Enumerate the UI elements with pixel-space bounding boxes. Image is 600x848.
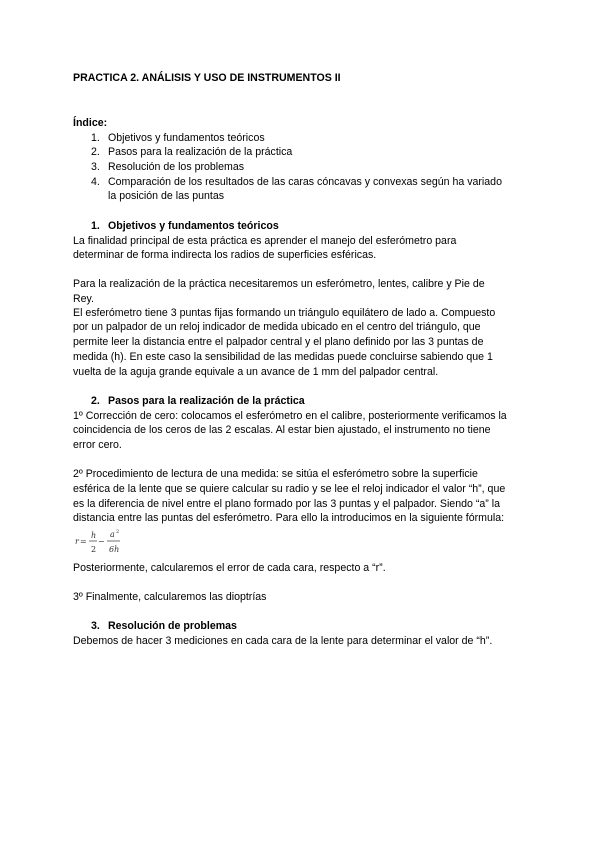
section-2-paragraph-line: Posteriormente, calcularemos el error de cada cara, respecto a “r”. bbox=[73, 562, 386, 574]
section-1-paragraph-line: Para la realización de la práctica necesitaremos un esferómetro, lentes, calibre y Pie de bbox=[73, 278, 485, 290]
formula-r: r bbox=[75, 537, 79, 546]
formula-a-squared: 2 bbox=[116, 529, 120, 535]
section-2-number: 2. bbox=[91, 395, 100, 407]
index-item-number: 1. bbox=[91, 132, 100, 144]
section-1-paragraph-line: medida (h). En este caso la sensibilidad de las medidas puede concluirse sabiendo que 1 bbox=[73, 351, 493, 363]
section-2-paragraph-line: distancia entre las puntas del esferómetro. Para ello la introducimos en la siguiente fórmula: bbox=[73, 512, 505, 524]
index-item-label-continued: la posición de las puntas bbox=[108, 190, 225, 202]
index-item-number: 2. bbox=[91, 146, 100, 158]
index-item-label: Comparación de los resultados de las caras cóncavas y convexas según ha variado bbox=[108, 176, 502, 188]
section-1-paragraph-line: vuelta de la aguja grande equivale a un avance de 1 mm del palpador central. bbox=[73, 366, 439, 378]
index-item-number: 4. bbox=[91, 176, 100, 188]
document-title: PRACTICA 2. ANÁLISIS Y USO DE INSTRUMENTOS II bbox=[73, 72, 341, 84]
formula-six-h: 6h bbox=[109, 545, 120, 554]
section-1-paragraph-line: El esferómetro tiene 3 puntas fijas formando un triángulo equilátero de lado a. Compuesto bbox=[73, 307, 496, 319]
section-1-number: 1. bbox=[91, 220, 100, 232]
section-1-paragraph-line: Rey. bbox=[73, 293, 94, 305]
section-1-paragraph-line: determinar de forma indirecta los radios de superficies esféricas. bbox=[73, 249, 377, 261]
formula-h: h bbox=[91, 531, 97, 540]
section-2-heading: Pasos para la realización de la práctica bbox=[108, 395, 305, 407]
section-2-paragraph-line: coincidencia de los ceros de las 2 escalas. Al estar bien ajustado, el instrumento no tiene bbox=[73, 424, 491, 436]
formula-two: 2 bbox=[91, 545, 97, 554]
section-2-paragraph-line: 2º Procedimiento de lectura de una medida: se sitúa el esferómetro sobre la superficie bbox=[73, 468, 478, 480]
section-2-paragraph-line: error cero. bbox=[73, 439, 122, 451]
section-1-paragraph-line: permite leer la distancia entre el palpador central y el plano definido por las 3 puntas de bbox=[73, 336, 484, 348]
formula-equals: = bbox=[80, 537, 87, 546]
section-1-paragraph-line: La finalidad principal de esta práctica es aprender el manejo del esferómetro para bbox=[73, 235, 457, 247]
section-3-paragraph-line: Debemos de hacer 3 mediciones en cada cara de la lente para determinar el valor de “h”. bbox=[73, 635, 493, 647]
formula-minus: − bbox=[98, 537, 105, 546]
section-1-paragraph-line: por un palpador de un reloj indicador de medida ubicado en el centro del triángulo, que bbox=[73, 321, 481, 333]
index-heading: Índice: bbox=[73, 117, 108, 129]
section-3-number: 3. bbox=[91, 620, 100, 632]
section-3-heading: Resolución de problemas bbox=[108, 620, 237, 632]
index-item-label: Objetivos y fundamentos teóricos bbox=[108, 132, 265, 144]
section-2-paragraph-line: 1º Corrección de cero: colocamos el esferómetro en el calibre, posteriormente verificamos la bbox=[73, 410, 507, 422]
index-item-number: 3. bbox=[91, 161, 100, 173]
section-2-paragraph-line: es la diferencia de nivel entre el plano formado por las 3 puntas y el palpador. Siendo “a” la bbox=[73, 498, 500, 510]
section-1-heading: Objetivos y fundamentos teóricos bbox=[108, 220, 279, 232]
index-item-label: Resolución de los problemas bbox=[108, 161, 245, 173]
formula-a: a bbox=[110, 530, 115, 539]
section-2-paragraph-line: 3º Finalmente, calcularemos las dioptrías bbox=[73, 591, 267, 603]
index-item-label: Pasos para la realización de la práctica bbox=[108, 146, 293, 158]
radius-formula bbox=[73, 527, 133, 555]
section-2-paragraph-line: esférica de la lente que se quiere calcular su radio y se lee el reloj indicador el valor “h”, que bbox=[73, 483, 506, 495]
